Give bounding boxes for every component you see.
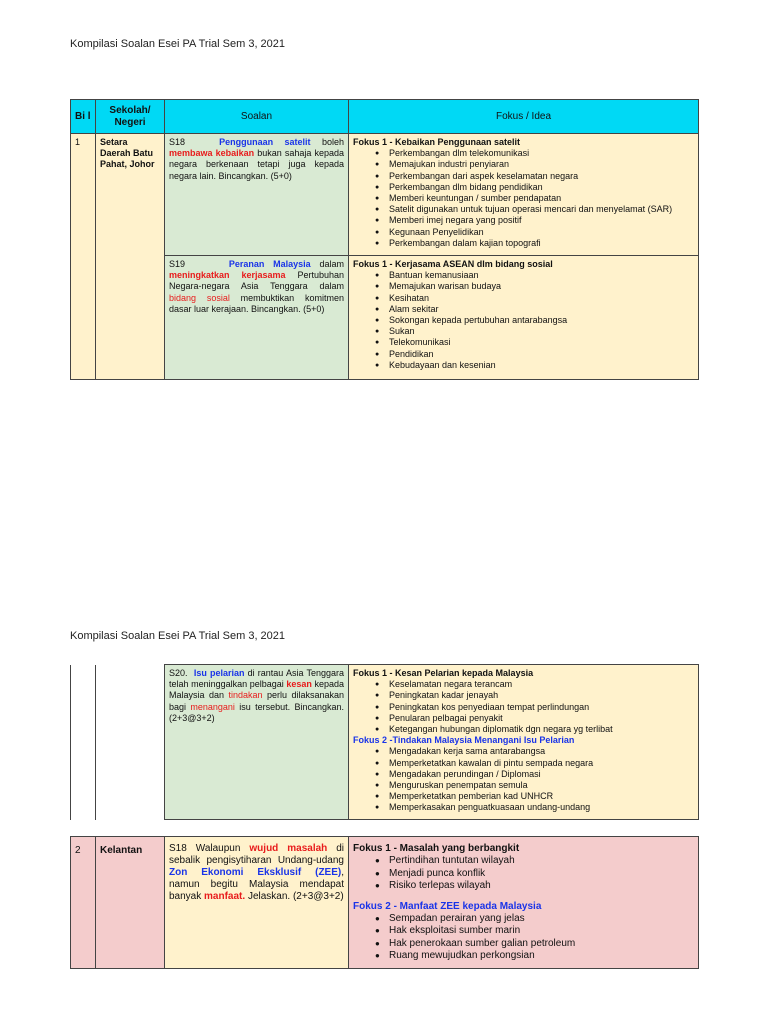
question-s19: S19 Peranan Malaysia dalam meningkatkan kerjasama Pertubuhan Negara-negara Asia Tenggara dalam bidang sosial membuktikan komitmen dasar luar kerajaan. Bincangkan. (5+0) xyxy=(165,256,349,380)
list-item: ● Kegunaan Penyelidikan xyxy=(375,227,694,238)
list-item: ● Alam sekitar xyxy=(375,304,694,315)
sekolah-cell: Kelantan xyxy=(96,837,165,969)
list-item: ● Mengadakan kerja sama antarabangsa xyxy=(375,746,694,757)
header-fokus: Fokus / Idea xyxy=(349,100,699,134)
bil-cell-empty xyxy=(71,665,96,820)
list-item: ● Perkembangan dalam kajian topografi xyxy=(375,238,694,249)
list-item: ● Pertindihan tuntutan wilayah xyxy=(375,855,694,868)
table-row xyxy=(71,134,699,256)
question-s20: S20. Isu pelarian di rantau Asia Tenggara telah meninggalkan pelbagai kesan kepada Malaysia dan tindakan perlu dilaksanakan bagi menangani isu tersebut. Bincangkan. (2+3@3+2) xyxy=(165,665,349,820)
list-item: ● Telekomunikasi xyxy=(375,337,694,348)
list-item: ● Sempadan perairan yang jelas xyxy=(375,913,694,926)
list-item: ● Memperketatkan kawalan di pintu sempada negara xyxy=(375,758,694,769)
fokus-title: Fokus 2 -Tindakan Malaysia Menangani Isu Pelarian xyxy=(353,735,575,746)
fokus-list xyxy=(353,746,694,813)
fokus-title: Fokus 1 - Kebaikan Penggunaan satelit xyxy=(353,137,521,147)
fokus-list xyxy=(353,270,694,371)
sekolah-cell: Setara Daerah Batu Pahat, Johor xyxy=(96,134,165,380)
question-kelantan-s18: S18 Walaupun wujud masalah di sebalik pengisytiharan Undang-udang Zon Ekonomi Eksklusif (ZEE), namun begitu Malaysia mendapat banyak manfaat. Jelaskan. (2+3@3+2) xyxy=(165,837,349,969)
list-item: ● Peningkatan kos penyediaan tempat perlindungan xyxy=(375,702,694,713)
table-row xyxy=(71,256,699,380)
table-header-row xyxy=(71,100,699,134)
header-soalan: Soalan xyxy=(165,100,349,134)
fokus-title: Fokus 1 - Kesan Pelarian kepada Malaysia xyxy=(353,668,534,678)
page-header: Kompilasi Soalan Esei PA Trial Sem 3, 2021 xyxy=(70,38,286,50)
fokus-title: Fokus 1 - Masalah yang berbangkit xyxy=(353,843,520,854)
fokus-title: Fokus 1 - Kerjasama ASEAN dlm bidang sosial xyxy=(353,259,553,269)
fokus-s19 xyxy=(349,256,699,380)
list-item: ● Risiko terlepas wilayah xyxy=(375,880,694,893)
list-item: ● Kebudayaan dan kesenian xyxy=(375,360,694,371)
list-item: ● Memberi keuntungan / sumber pendapatan xyxy=(375,193,694,204)
list-item: ● Keselamatan negara terancam xyxy=(375,679,694,690)
list-item: ● Satelit digunakan untuk tujuan operasi mencari dan menyelamat (SAR) xyxy=(375,204,694,215)
bil-cell: 1 xyxy=(71,134,96,380)
list-item: ● Ruang mewujudkan perkongsian xyxy=(375,950,694,963)
list-item: ● Memajukan warisan budaya xyxy=(375,281,694,292)
question-s18: S18 Penggunaan satelit boleh membawa kebaikan bukan sahaja kepada negara berkenaan tetapi juga kepada negara lain. Bincangkan. (5+0) xyxy=(165,134,349,256)
list-item: ● Mengadakan perundingan / Diplomasi xyxy=(375,769,694,780)
list-item: ● Memajukan industri penyiaran xyxy=(375,159,694,170)
essay-table-3 xyxy=(70,836,699,969)
fokus-title: Fokus 2 - Manfaat ZEE kepada Malaysia xyxy=(353,900,542,912)
list-item: ● Perkembangan dari aspek keselamatan negara xyxy=(375,171,694,182)
list-item: ● Menjadi punca konflik xyxy=(375,868,694,881)
table-row xyxy=(71,665,699,820)
list-item: ● Sukan xyxy=(375,326,694,337)
fokus-s20 xyxy=(349,665,699,820)
sekolah-cell-empty xyxy=(96,665,165,820)
fokus-list xyxy=(353,679,694,735)
list-item: ● Hak eksploitasi sumber marin xyxy=(375,925,694,938)
fokus-list xyxy=(353,855,694,893)
list-item: ● Perkembangan dlm telekomunikasi xyxy=(375,148,694,159)
header-bil: Bi l xyxy=(71,100,96,134)
table-row xyxy=(71,837,699,969)
header-sekolah: Sekolah/ Negeri xyxy=(96,100,165,134)
list-item: ● Sokongan kepada pertubuhan antarabangsa xyxy=(375,315,694,326)
list-item: ● Penularan pelbagai penyakit xyxy=(375,713,694,724)
fokus-s18 xyxy=(349,134,699,256)
fokus-list xyxy=(353,148,694,249)
list-item: ● Hak penerokaan sumber galian petroleum xyxy=(375,938,694,951)
essay-table-1 xyxy=(70,99,699,380)
list-item: ● Bantuan kemanusiaan xyxy=(375,270,694,281)
list-item: ● Menguruskan penempatan semula xyxy=(375,780,694,791)
essay-table-2 xyxy=(70,664,699,820)
list-item: ● Peningkatan kadar jenayah xyxy=(375,690,694,701)
list-item: ● Ketegangan hubungan diplomatik dgn negara yg terlibat xyxy=(375,724,694,735)
bil-cell: 2 xyxy=(71,837,96,969)
list-item: ● Kesihatan xyxy=(375,293,694,304)
fokus-kelantan xyxy=(349,837,699,969)
fokus-list xyxy=(353,913,694,963)
list-item: ● Pendidikan xyxy=(375,349,694,360)
page-header: Kompilasi Soalan Esei PA Trial Sem 3, 2021 xyxy=(70,630,286,642)
list-item: ● Memperketatkan pemberian kad UNHCR xyxy=(375,791,694,802)
list-item: ● Memperkasakan penguatkuasaan undang-undang xyxy=(375,802,694,813)
list-item: ● Memberi imej negara yang positif xyxy=(375,215,694,226)
list-item: ● Perkembangan dlm bidang pendidikan xyxy=(375,182,694,193)
